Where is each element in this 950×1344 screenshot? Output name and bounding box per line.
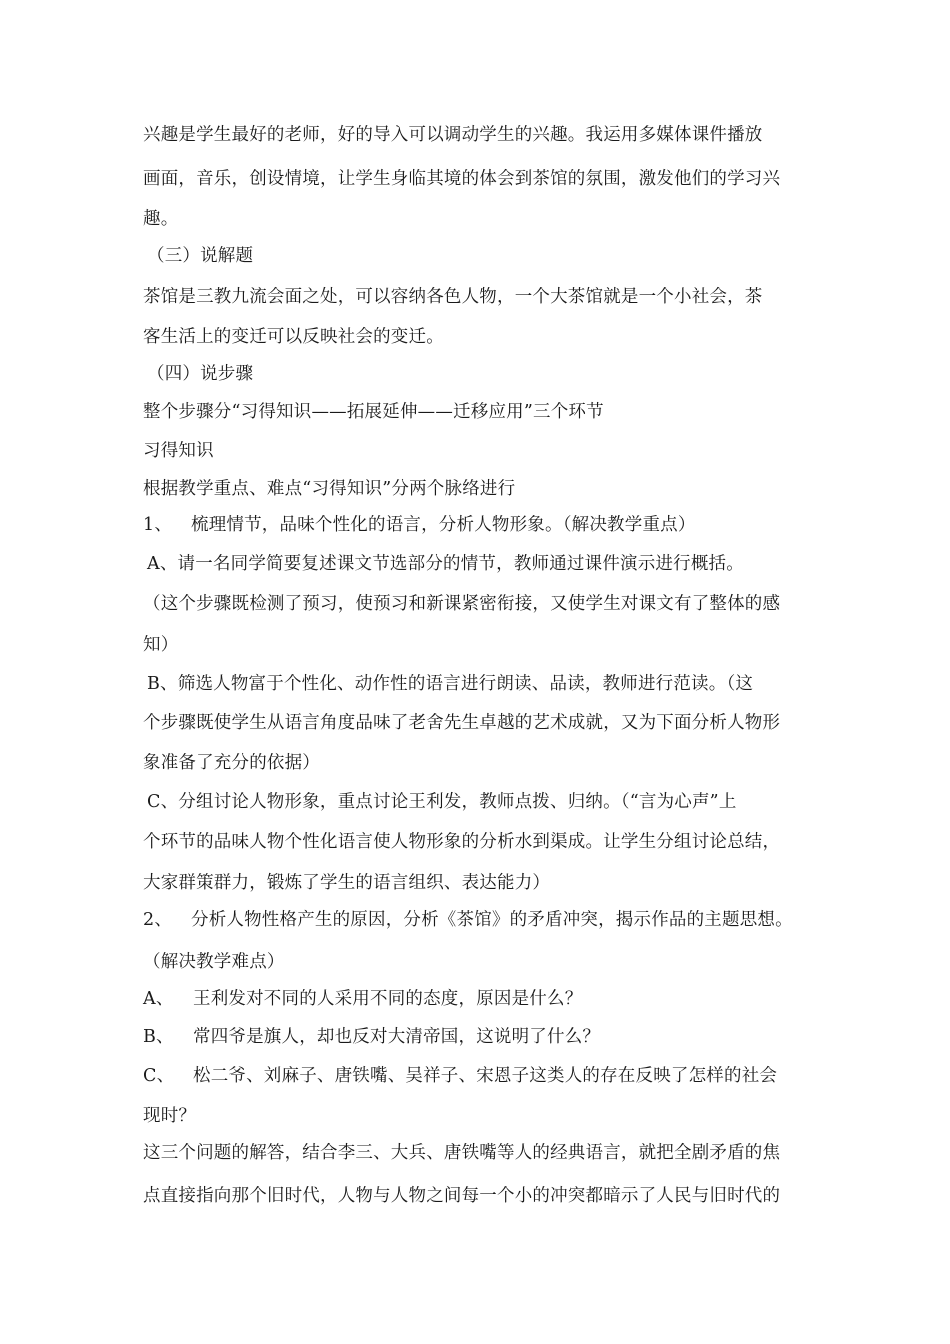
question-c-text: 松二爷、刘麻子、唐铁嘴、吴祥子、宋恩子这类人的存在反映了怎样的社会 [193,1066,778,1086]
item-b-line-3: 象准备了充分的依据） [143,753,320,773]
closing-line-2: 点直接指向那个旧时代，人物与人物之间每一个小的冲突都暗示了人民与旧时代的 [143,1186,781,1206]
question-c [143,1064,777,1088]
question-b-number: B、 [143,1027,174,1047]
intro-line-1: 兴趣是学生最好的老师，好的导入可以调动学生的兴趣。我运用多媒体课件播放 [143,125,763,145]
intro-line-2: 画面，音乐，创设情境，让学生身临其境的体会到茶馆的氛围，激发他们的学习兴 [143,169,781,189]
item-2-line-2: （解决教学难点） [143,952,285,972]
section-4-line-2: 根据教学重点、难点“习得知识”分两个脉络进行 [143,479,516,499]
item-1 [143,513,696,537]
section-3-heading: （三）说解题 [147,246,254,266]
question-c-line-2: 现时？ [143,1106,197,1126]
item-1-number: 1、 [143,515,173,535]
item-a-line-3: 知） [143,635,179,655]
question-a [143,987,582,1011]
item-2-text: 分析人物性格产生的原因，分析《茶馆》的矛盾冲突，揭示作品的主题思想。 [191,910,793,930]
item-a-line-2: （这个步骤既检测了预习，使预习和新课紧密衔接，又使学生对课文有了整体的感 [143,594,781,614]
item-2-number: 2、 [143,910,173,930]
section-3-line-1: 茶馆是三教九流会面之处，可以容纳各色人物，一个大茶馆就是一个小社会，茶 [143,287,763,307]
section-4-line-1: 整个步骤分“习得知识——拓展延伸——迁移应用”三个环节 [143,402,604,422]
closing-line-1: 这三个问题的解答，结合李三、大兵、唐铁嘴等人的经典语言，就把全剧矛盾的焦 [143,1143,781,1163]
item-c-line-1: C、分组讨论人物形象，重点讨论王利发，教师点拨、归纳。（“言为心声”上 [147,792,737,812]
item-b-line-1: B、筛选人物富于个性化、动作性的语言进行朗读、品读，教师进行范读。（这 [147,674,754,694]
section-4-subheading: 习得知识 [143,441,214,461]
item-2 [143,908,793,932]
item-1-text: 梳理情节，品味个性化的语言，分析人物形象。（解决教学重点） [191,515,696,535]
item-a-line-1: A、请一名同学简要复述课文节选部分的情节，教师通过课件演示进行概括。 [147,554,744,574]
item-b-line-2: 个步骤既使学生从语言角度品味了老舍先生卓越的艺术成就，又为下面分析人物形 [143,713,781,733]
question-b-text: 常四爷是旗人，却也反对大清帝国，这说明了什么？ [193,1027,601,1047]
section-3-line-2: 客生活上的变迁可以反映社会的变迁。 [143,327,444,347]
question-c-number: C、 [143,1066,175,1086]
question-b [143,1025,600,1049]
item-c-line-2: 个环节的品味人物个性化语言使人物形象的分析水到渠成。让学生分组讨论总结， [143,832,781,852]
item-c-line-3: 大家群策群力，锻炼了学生的语言组织、表达能力） [143,873,551,893]
question-a-text: 王利发对不同的人采用不同的态度，原因是什么？ [193,989,583,1009]
intro-line-3: 趣。 [143,209,179,229]
question-a-number: A、 [143,989,174,1009]
section-4-heading: （四）说步骤 [147,364,254,384]
